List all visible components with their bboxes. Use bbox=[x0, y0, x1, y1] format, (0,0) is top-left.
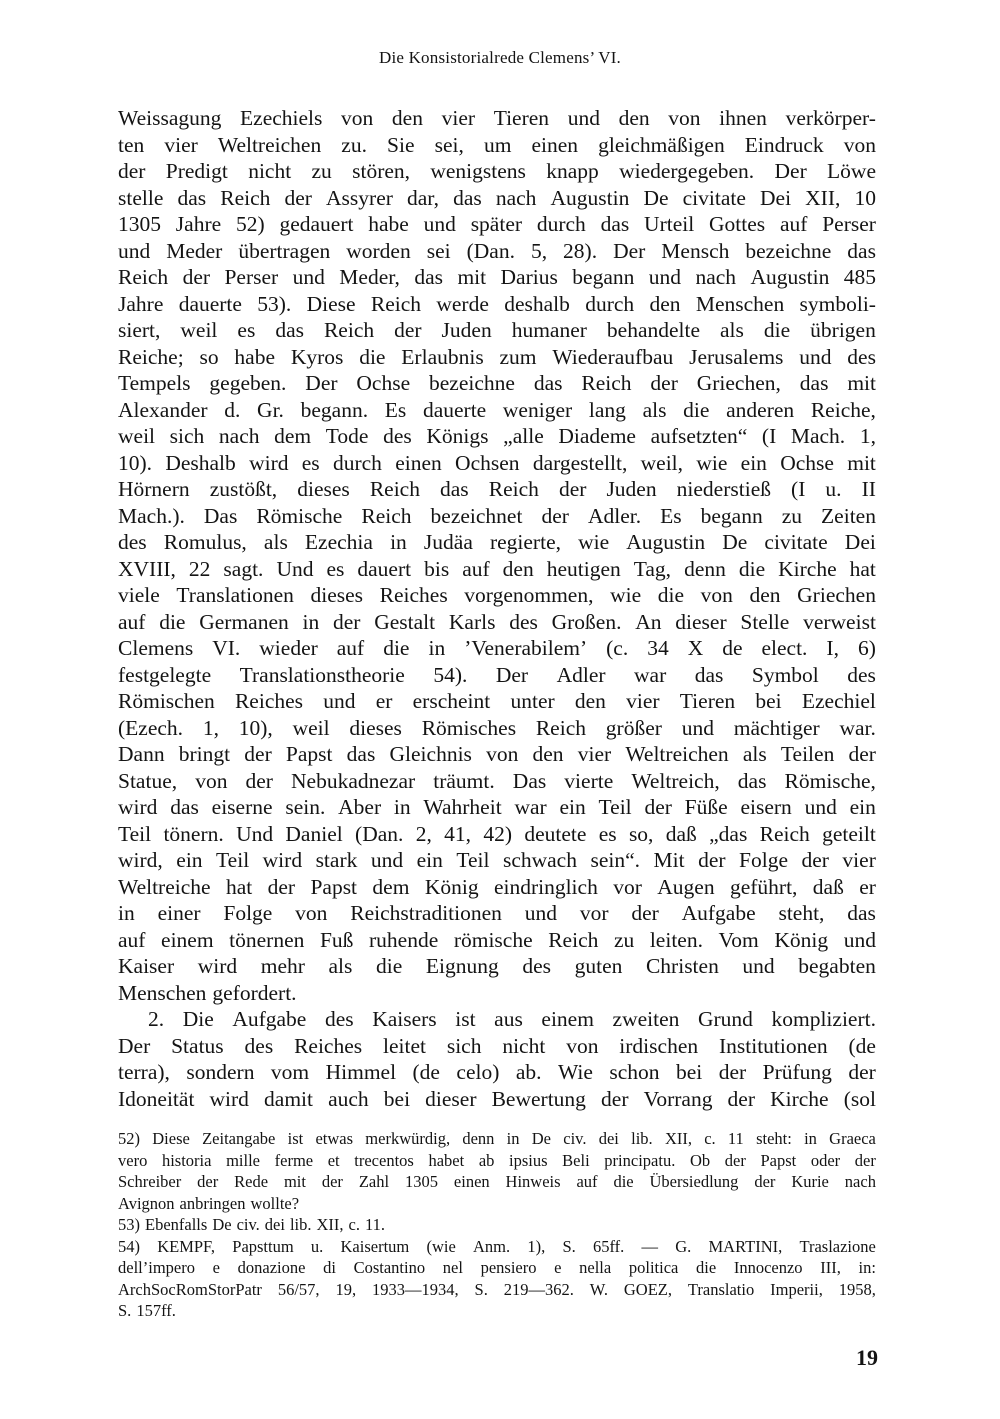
footnote-line-1: 52) Diese Zeitangabe ist etwas merkwürdig, denn in De civ. dei lib. XII, c. 11 steht: in Graeca bbox=[118, 1129, 876, 1148]
body-line-34: Menschen gefordert. bbox=[118, 980, 297, 1005]
body-line-27: wird das eiserne sein. Aber in Wahrheit war ein Teil der Füße eisern und ein bbox=[118, 795, 876, 819]
body-line-31: in einer Folge von Reichstraditionen und vor der Aufgabe steht, das bbox=[118, 901, 876, 925]
body-line-13: weil sich nach dem Tode des Königs „alle Diademe aufsetzten“ (I Mach. 1, bbox=[118, 424, 876, 448]
body-line-4: stelle das Reich der Assyrer dar, das nach Augustin De civitate Dei XII, 10 bbox=[118, 185, 876, 210]
body-line-28: Teil tönern. Und Daniel (Dan. 2, 41, 42) deutete es so, daß „das Reich geteilt bbox=[118, 821, 876, 846]
body-line-35: 2. Die Aufgabe des Kaisers ist aus einem zweiten Grund kompliziert. bbox=[148, 1007, 876, 1031]
running-head: Die Konsistorialrede Clemens’ VI. bbox=[378, 48, 622, 67]
body-line-17: des Romulus, als Ezechia in Judäa regierte, wie Augustin De civitate Dei bbox=[118, 530, 876, 554]
footnote-line-7: dell’impero e donazione di Costantino nel pensiero e nella politica die Innocenzo III, in: bbox=[118, 1258, 876, 1277]
body-line-29: wird, ein Teil wird stark und ein Teil schwach sein“. Mit der Folge der vier bbox=[118, 848, 876, 872]
footnote-line-8: ArchSocRomStorPatr 56/57, 19, 1933—1934, S. 219—362. W. GOEZ, Translatio Imperii, 1958, bbox=[118, 1279, 876, 1299]
body-line-2: ten vier Weltreichen zu. Sie sei, um einen gleichmäßigen Eindruck von bbox=[118, 132, 876, 157]
footnote-line-6: 54) KEMPF, Papsttum u. Kaisertum (wie Anm. 1), S. 65ff. — G. MARTINI, Traslazione bbox=[118, 1236, 876, 1256]
body-line-21: Clemens VI. wieder auf die in ’Venerabilem’ (c. 34 X de elect. I, 6) bbox=[118, 636, 876, 660]
body-line-19: viele Translationen dieses Reiches vorgenommen, wie die von den Griechen bbox=[118, 583, 876, 607]
body-line-10: Reiche; so habe Kyros die Erlaubnis zum Wiederaufbau Jerusalems und des bbox=[118, 344, 876, 369]
body-line-38: Idoneität wird damit auch bei dieser Bewertung der Vorrang der Kirche (sol bbox=[118, 1086, 876, 1111]
body-line-20: auf die Germanen in der Gestalt Karls des Großen. An dieser Stelle verweist bbox=[118, 609, 876, 634]
page-number: 19 bbox=[856, 1345, 878, 1370]
body-line-11: Tempels gegeben. Der Ochse bezeichne das Reich der Griechen, das mit bbox=[118, 371, 876, 395]
body-line-25: Dann bringt der Papst das Gleichnis von den vier Weltreichen als Teilen der bbox=[118, 742, 876, 766]
body-line-22: festgelegte Translationstheorie 54). Der Adler war das Symbol des bbox=[118, 662, 876, 687]
footnote-line-5: 53) Ebenfalls De civ. dei lib. XII, c. 11. bbox=[118, 1215, 385, 1234]
body-line-14: 10). Deshalb wird es durch einen Ochsen dargestellt, weil, wie ein Ochse mit bbox=[118, 450, 876, 475]
body-line-32: auf einem tönernen Fuß ruhende römische Reich zu leiten. Vom König und bbox=[118, 927, 876, 952]
body-line-12: Alexander d. Gr. begann. Es dauerte weniger lang als die anderen Reiche, bbox=[118, 397, 876, 422]
body-line-23: Römischen Reiches und er erscheint unter den vier Tieren bei Ezechiel bbox=[118, 689, 876, 713]
body-line-16: Mach.). Das Römische Reich bezeichnet der Adler. Es begann zu Zeiten bbox=[118, 503, 876, 528]
footnotes bbox=[118, 1128, 876, 1322]
footnote-line-4: Avignon anbringen wollte? bbox=[118, 1193, 300, 1213]
body-line-24: (Ezech. 1, 10), weil dieses Römisches Reich größer und mächtiger war. bbox=[118, 715, 876, 740]
footnote-line-2: vero historia mille ferme et trecentos habet ab ipsius Beli principatu. Ob der Papst oder der bbox=[118, 1150, 876, 1170]
footnote-line-9: S. 157ff. bbox=[118, 1301, 176, 1320]
main-text bbox=[118, 105, 876, 1112]
body-line-36: Der Status des Reiches leitet sich nicht von irdischen Institutionen (de bbox=[118, 1033, 876, 1058]
body-line-33: Kaiser wird mehr als die Eignung des guten Christen und begabten bbox=[118, 954, 876, 978]
body-line-30: Weltreiche hat der Papst dem König eindringlich vor Augen geführt, daß er bbox=[118, 874, 876, 899]
body-line-5: 1305 Jahre 52) gedauert habe und später durch das Urteil Gottes auf Perser bbox=[118, 212, 876, 236]
body-line-26: Statue, von der Nebukadnezar träumt. Das vierte Weltreich, das Römische, bbox=[118, 768, 876, 793]
body-line-6: und Meder übertragen worden sei (Dan. 5, 28). Der Mensch bezeichne das bbox=[118, 238, 876, 263]
body-line-7: Reich der Perser und Meder, das mit Darius begann und nach Augustin 485 bbox=[118, 265, 876, 289]
body-line-37: terra), sondern vom Himmel (de celo) ab. Wie schon bei der Prüfung der bbox=[118, 1060, 876, 1084]
body-line-18: XVIII, 22 sagt. Und es dauert bis auf den heutigen Tag, denn die Kirche hat bbox=[118, 556, 876, 581]
body-line-9: siert, weil es das Reich der Juden humaner behandelte als die übrigen bbox=[118, 318, 876, 342]
body-line-8: Jahre dauerte 53). Diese Reich werde deshalb durch den Menschen symboli- bbox=[118, 291, 876, 316]
footnote-line-3: Schreiber der Rede mit der Zahl 1305 einen Hinweis auf die Übersiedlung der Kurie nach bbox=[118, 1172, 876, 1191]
body-line-3: der Predigt nicht zu stören, wenigstens knapp wiedergegeben. Der Löwe bbox=[118, 159, 876, 183]
body-line-1: Weissagung Ezechiels von den vier Tieren und den von ihnen verkörper- bbox=[118, 106, 876, 130]
body-line-15: Hörnern zustößt, dieses Reich das Reich der Juden niederstieß (I u. II bbox=[118, 477, 876, 501]
